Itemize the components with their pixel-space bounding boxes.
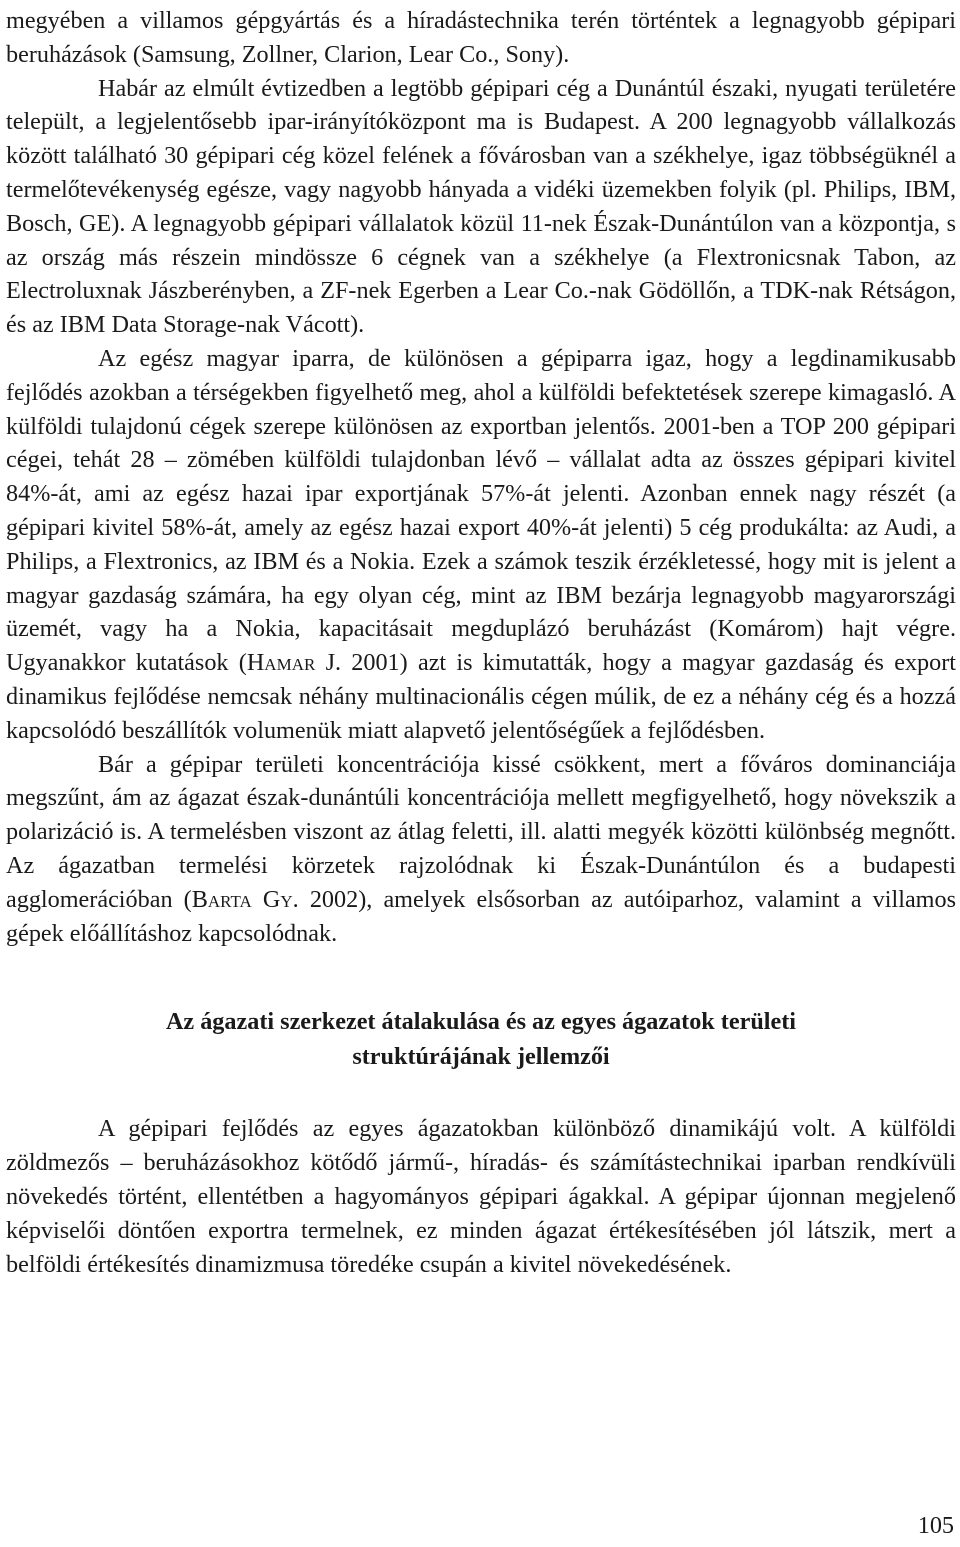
paragraph-3-text-a: Az egész magyar iparra, de különösen a gépiparra igaz, hogy a legdinamikusabb fejlődés azokban a térségekben figyelhető meg, ahol a külföldi befektetések szerepe kimagasló. A külföldi tulajdonú cégek szerepe különösen az exportban jelentős. 2001-ben a TOP 200 gépipari cégei, tehát 28 – zömében külföldi tulajdonban lévő – vállalat adta az összes gépipari kivitel 84%-át, ami az egész hazai ipar exportjának 57%-át jelenti. Azonban ennek nagy részét (a gépipari kivitel 58%-át, amely az egész hazai export 40%-át jelenti) 5 cég produkálta: az Audi, a Philips, a Flextronics, az IBM és a Nokia. Ezek a számok teszik érzékletessé, hogy mit is jelent a magyar gazdaság számára, ha egy olyan cég, mint az IBM bezárja legnagyobb magyarországi üzemét, vagy ha a Nokia, kapacitásait megduplázó beruházást (Komárom) hajt végre. Ugyanakkor kutatások ( [6,344,956,677]
spacer [6,950,956,1004]
section-heading-line-1: Az ágazati szerkezet átalakulása és az egyes ágazatok területi [165,1008,797,1036]
paragraph-5: A gépipari fejlődés az egyes ágazatokban különböző dinamikájú volt. A külföldi zöldmezős – beruházásokhoz kötődő jármű-, híradás- és számítástechnikai iparban rendkívüli növekedés történt, ellentétben a hagyományos gépipari ágakkal. A gépipar újonnan megjelenő képviselői döntően exportra termelnek, ez minden ágazat értékesítésében jól látszik, mert a belföldi értékesítés dinamizmusa töredéke csupán a kivitel növekedésének. [6,1115,956,1278]
paragraph-3-text-b: J. 2001) azt is kimutatták, hogy a magyar gazdaság és export dinamikus fejlődése nemcsak néhány multinacionális cégen múlik, de ez a néhány cég és a hozzá kapcsolódó beszállítók volumenük miatt alapvető jelentőségűek a fejlődésben. [6,649,957,744]
page-number: 105 [917,1512,954,1539]
paragraph-2: Habár az elmúlt évtizedben a legtöbb gépipari cég a Dunántúl északi, nyugati területére települt, a legjelentősebb ipar-irányítóközpont ma is Budapest. A 200 legnagyobb vállalkozás között található 30 gépipari cég közel felének a fővárosban van a székhelye, igaz többségüknél a termelőtevékenység egésze, vagy nagyobb hányada a vidéki üzemekben folyik (pl. Philips, IBM, Bosch, GE). A legnagyobb gépipari vállalatok közül 11-nek Észak-Dunántúlon van a központja, s az ország más részein mindössze 6 cégnek van a székhelye (a Flextronicsnak Tabon, az Electroluxnak Jászberényben, a ZF-nek Egerben a Lear Co.-nak Gödöllőn, a TDK-nak Rétságon, és az IBM Data Storage-nak Vácott). [6,74,956,339]
citation-author-barta: Barta Gy [191,885,293,913]
paragraph-4 [6,748,956,951]
paragraph-3 [6,342,956,748]
paragraph-4-text-a: Bár a gépipar területi koncentrációja kissé csökkent, mert a főváros dominanciája megszűnt, ám az ágazat észak-dunántúli koncentrációja mellett megfigyelhető, hogy növekszik a polarizáció is. A termelésben viszont az átlag feletti, ill. alatti megyék közötti különbség megnőtt. Az ágazatban termelési körzetek rajzolódnak ki Észak-Dunántúlon és a budapesti agglomerációban ( [6,750,956,913]
citation-author-hamar: Hamar [246,649,316,677]
spacer [6,1074,956,1112]
section-heading [6,1004,956,1074]
document-page [6,4,956,1281]
paragraph-1: megyében a villamos gépgyártás és a híradástechnika terén történtek a legnagyobb gépipari beruházások (Samsung, Zollner, Clarion, Lear Co., Sony). [6,7,956,68]
section-heading-line-2: struktúrájának jellemzői [352,1043,610,1071]
paragraph-4-text-b: . 2002), amelyek elsősorban az autóiparhoz, valamint a villamos gépek előállításhoz kapcsolódnak. [6,885,956,947]
